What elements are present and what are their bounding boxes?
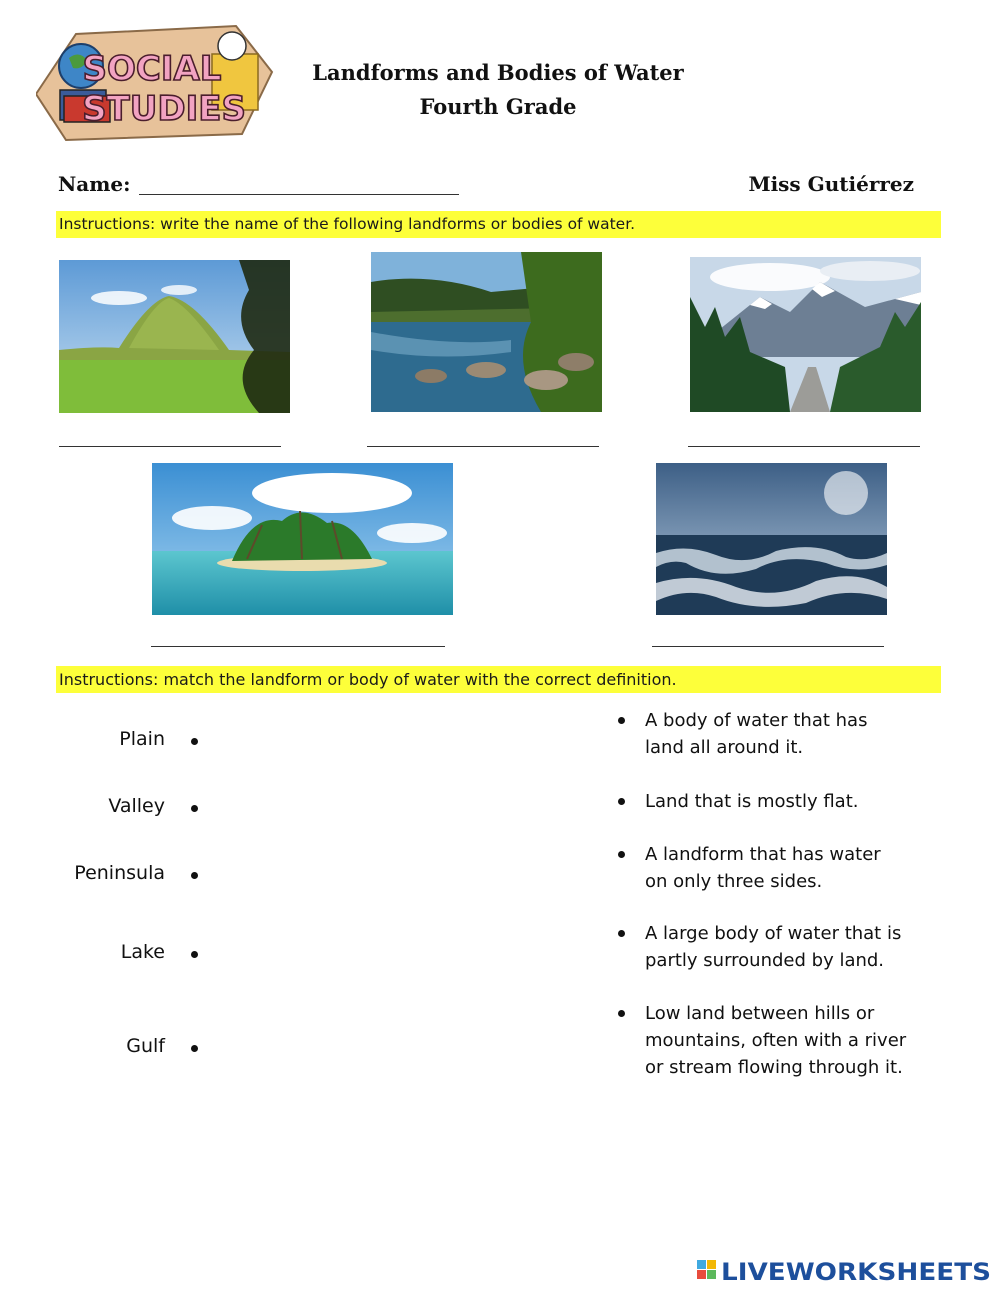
term-plain: Plain	[119, 728, 165, 750]
definition-1-line-1: A body of water that has	[645, 710, 868, 731]
instructions-match-definitions: Instructions: match the landform or body of water with the correct definition.	[56, 666, 941, 693]
definition-5-line-2: mountains, often with a river	[645, 1030, 907, 1051]
definition-bullet-5[interactable]	[618, 1010, 625, 1017]
term-bullet-valley[interactable]	[191, 805, 198, 812]
brand-block-icon	[697, 1260, 706, 1269]
logo-text-studies: STUDIES	[82, 89, 246, 129]
definition-4	[645, 920, 935, 974]
name-label: Name:	[58, 172, 131, 196]
definition-2-line-1: Land that is mostly flat.	[645, 791, 859, 812]
name-answer-line[interactable]	[139, 194, 459, 195]
definition-5	[645, 1000, 935, 1081]
social-studies-logo	[36, 24, 276, 142]
definition-4-line-2: partly surrounded by land.	[645, 950, 885, 971]
teacher-name: Miss Gutiérrez	[748, 172, 914, 196]
definition-bullet-1[interactable]	[618, 717, 625, 724]
definition-3-line-2: on only three sides.	[645, 871, 823, 892]
river-photo	[371, 252, 602, 412]
term-bullet-lake[interactable]	[191, 951, 198, 958]
logo-text-social: SOCIAL	[82, 49, 222, 89]
hill-photo	[59, 260, 290, 413]
brand-text: LIVEWORKSHEETS	[721, 1258, 991, 1286]
term-bullet-gulf[interactable]	[191, 1045, 198, 1052]
definition-5-line-1: Low land between hills or	[645, 1003, 875, 1024]
answer-line-3[interactable]	[688, 446, 920, 447]
definition-1-line-2: land all around it.	[645, 737, 804, 758]
definition-2	[645, 788, 935, 815]
term-bullet-plain[interactable]	[191, 738, 198, 745]
term-valley: Valley	[108, 795, 165, 817]
answer-line-5[interactable]	[652, 646, 884, 647]
term-bullet-peninsula[interactable]	[191, 872, 198, 879]
worksheet-title: Landforms and Bodies of Water	[312, 60, 684, 85]
definition-3	[645, 841, 935, 895]
instructions-name-landforms: Instructions: write the name of the following landforms or bodies of water.	[56, 211, 941, 238]
term-peninsula: Peninsula	[74, 862, 165, 884]
definition-5-line-3: or stream flowing through it.	[645, 1057, 903, 1078]
answer-line-1[interactable]	[59, 446, 281, 447]
definition-3-line-1: A landform that has water	[645, 844, 881, 865]
definition-4-line-1: A large body of water that is	[645, 923, 902, 944]
ocean-photo	[656, 463, 887, 615]
definition-1	[645, 707, 935, 761]
answer-line-4[interactable]	[151, 646, 445, 647]
mountain-photo	[690, 257, 921, 412]
definition-bullet-4[interactable]	[618, 930, 625, 937]
island-photo	[152, 463, 453, 615]
definition-bullet-2[interactable]	[618, 798, 625, 805]
term-gulf: Gulf	[126, 1035, 165, 1057]
worksheet-subtitle: Fourth Grade	[419, 94, 577, 119]
liveworksheets-logo[interactable]	[697, 1256, 993, 1286]
answer-line-2[interactable]	[367, 446, 599, 447]
term-lake: Lake	[120, 941, 165, 963]
definition-bullet-3[interactable]	[618, 851, 625, 858]
